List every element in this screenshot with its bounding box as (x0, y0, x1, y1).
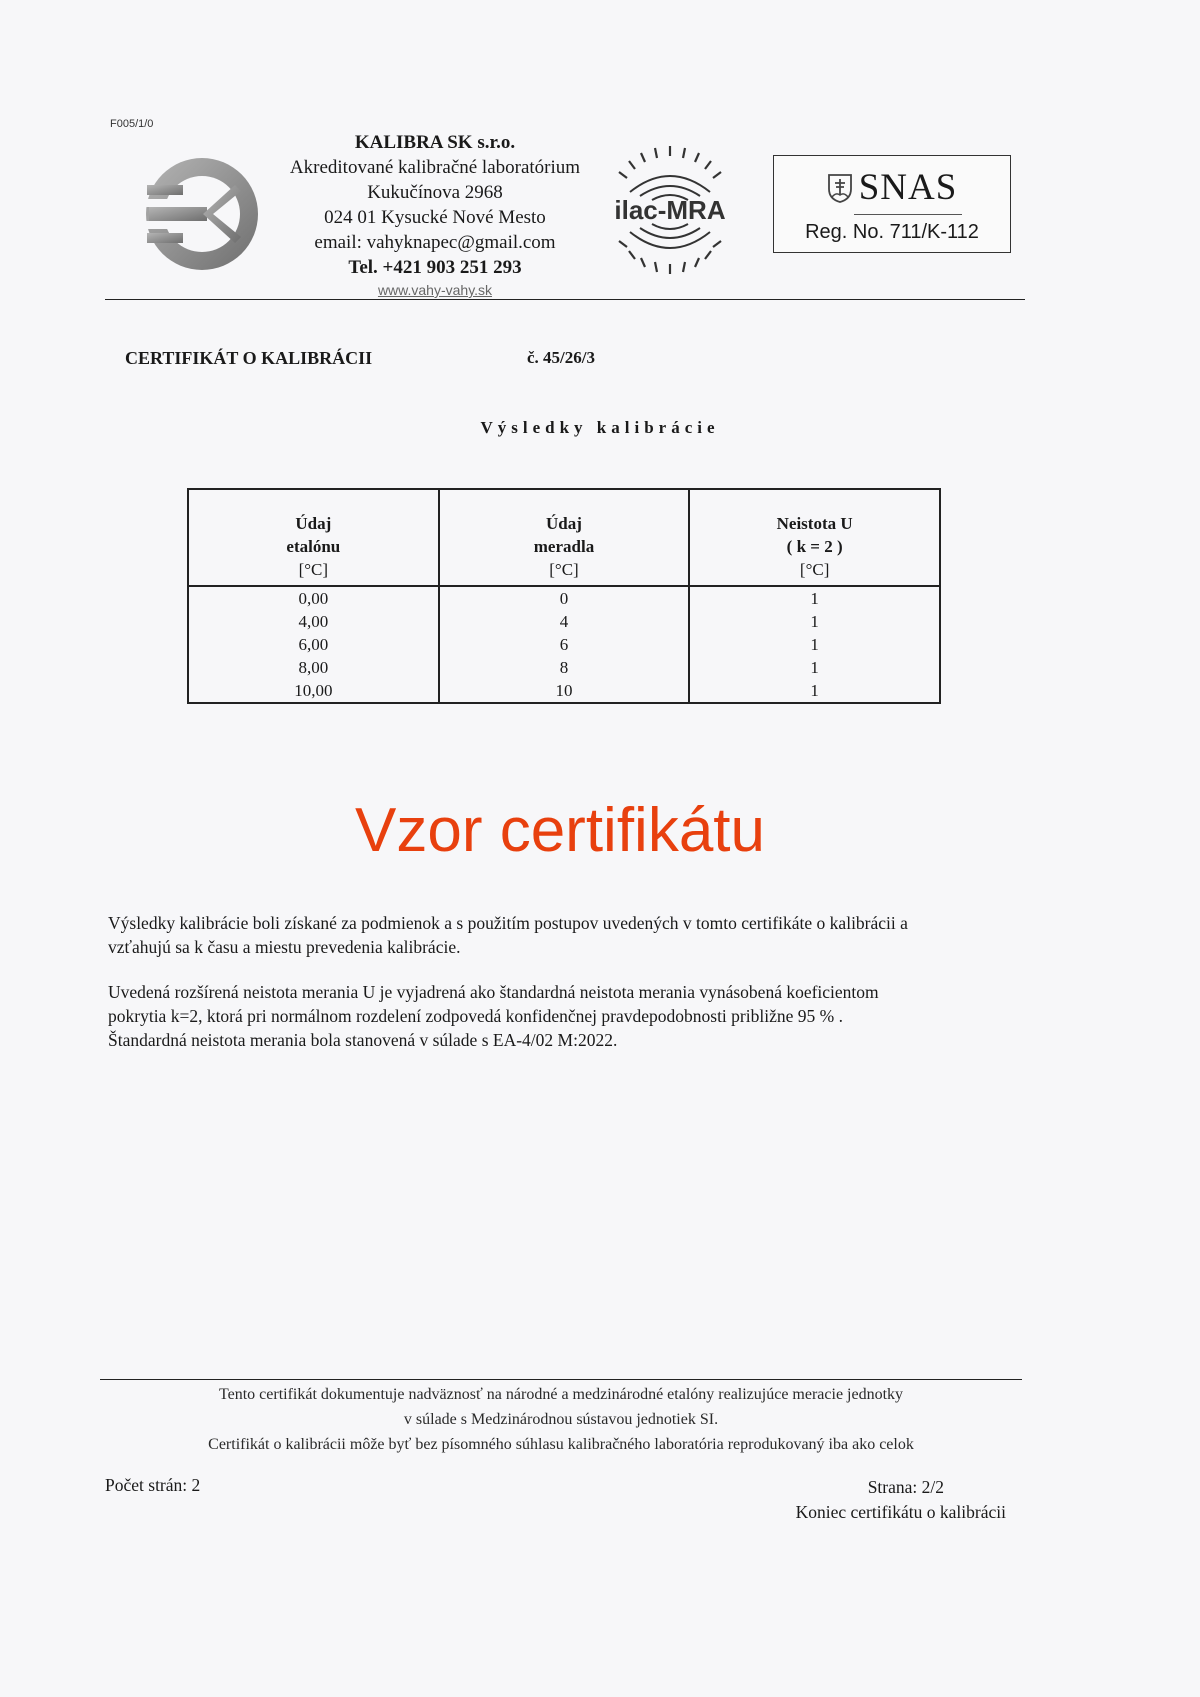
column-header-line: ( k = 2 ) (786, 537, 843, 556)
uncertainty-text: Uvedená rozšírená neistota merania U je vyjadrená ako štandardná neistota merania vynásobená koeficientom pokrytia k=2, ktorá pri normálnom rozdelení zodpovedá konfidenčnej pravdepodobnosti približne 95 % . (108, 982, 879, 1026)
table-row (188, 656, 940, 679)
table-row (188, 610, 940, 633)
table-cell: 10 (439, 679, 690, 703)
company-info (270, 130, 600, 300)
registration-number: Reg. No. 711/K-112 (805, 221, 979, 243)
ilac-text: ilac-MRA (614, 195, 726, 225)
kalibra-logo (143, 155, 261, 273)
column-header-line: meradla (533, 537, 595, 556)
page-info (720, 1475, 1006, 1525)
snas-divider (854, 214, 962, 215)
column-unit: [°C] (298, 560, 329, 579)
column-header-line: Údaj (295, 514, 332, 533)
pages-count: Počet strán: 2 (105, 1475, 201, 1495)
table-row (188, 679, 940, 703)
table-cell: 0,00 (188, 586, 439, 610)
column-header-line: etalónu (286, 537, 341, 556)
street-address: Kukučínova 2968 (367, 182, 503, 203)
snas-accreditation-box (773, 155, 1011, 253)
table-cell: 6 (439, 633, 690, 656)
footer-divider (100, 1379, 1022, 1380)
table-cell: 6,00 (188, 633, 439, 656)
ilac-mra-logo (600, 140, 740, 280)
phone: Tel. +421 903 251 293 (348, 257, 522, 278)
column-header-line: Údaj (546, 514, 582, 533)
table-cell: 1 (689, 610, 940, 633)
slovak-crest-icon (827, 173, 853, 203)
column-header-reference (188, 489, 439, 586)
table-cell: 10,00 (188, 679, 439, 703)
table-cell: 8,00 (188, 656, 439, 679)
column-unit: [°C] (549, 560, 579, 579)
form-code: F005/1/0 (110, 118, 154, 130)
email: email: vahyknapec@gmail.com (314, 232, 556, 253)
column-header-uncertainty (689, 489, 940, 586)
sample-watermark: Vzor certifikátu (354, 796, 766, 865)
lab-type: Akreditované kalibračné laboratórium (289, 157, 581, 178)
traceability-note (100, 1382, 1022, 1457)
city-address: 024 01 Kysucké Nové Mesto (324, 207, 546, 228)
results-conditions-paragraph: Výsledky kalibrácie boli získané za podmienok a s použitím postupov uvedených v tomto certifikáte o kalibrácii a vzťahujú sa k času a miestu prevedenia kalibrácie. (108, 913, 908, 957)
calibration-results-table (187, 488, 941, 704)
table-row (188, 633, 940, 656)
snas-text: SNAS (858, 167, 958, 208)
uncertainty-paragraph (108, 980, 938, 1052)
table-cell: 4,00 (188, 610, 439, 633)
company-name: KALIBRA SK s.r.o. (354, 132, 516, 153)
table-cell: 1 (689, 679, 940, 703)
certificate-number: č. 45/26/3 (527, 348, 595, 367)
page-number: Strana: 2/2 (867, 1477, 944, 1497)
table-cell: 0 (439, 586, 690, 610)
end-of-certificate: Koniec certifikátu o kalibrácii (795, 1502, 1006, 1522)
column-unit: [°C] (799, 560, 830, 579)
standard-reference-text: Štandardná neistota merania bola stanovená v súlade s EA-4/02 M:2022. (108, 1030, 618, 1050)
table-cell: 1 (689, 633, 940, 656)
header-divider (105, 299, 1025, 300)
column-header-instrument (439, 489, 690, 586)
si-line: v súlade s Medzinárodnou sústavou jednotiek SI. (403, 1411, 719, 1428)
table-cell: 4 (439, 610, 690, 633)
certificate-title: CERTIFIKÁT O KALIBRÁCII (125, 348, 373, 368)
reproduction-line: Certifikát o kalibrácii môže byť bez písomného súhlasu kalibračného laboratória reprodukovaný iba ako celok (208, 1436, 914, 1453)
table-cell: 1 (689, 656, 940, 679)
table-row (188, 586, 940, 610)
table-cell: 1 (689, 586, 940, 610)
traceability-line: Tento certifikát dokumentuje nadväznosť na národné a medzinárodné etalóny realizujúce meracie jednotky (218, 1386, 904, 1403)
table-cell: 8 (439, 656, 690, 679)
website-link[interactable]: www.vahy-vahy.sk (377, 282, 493, 298)
column-header-line: Neistota U (776, 514, 853, 533)
results-heading: Výsledky kalibrácie (480, 418, 720, 437)
